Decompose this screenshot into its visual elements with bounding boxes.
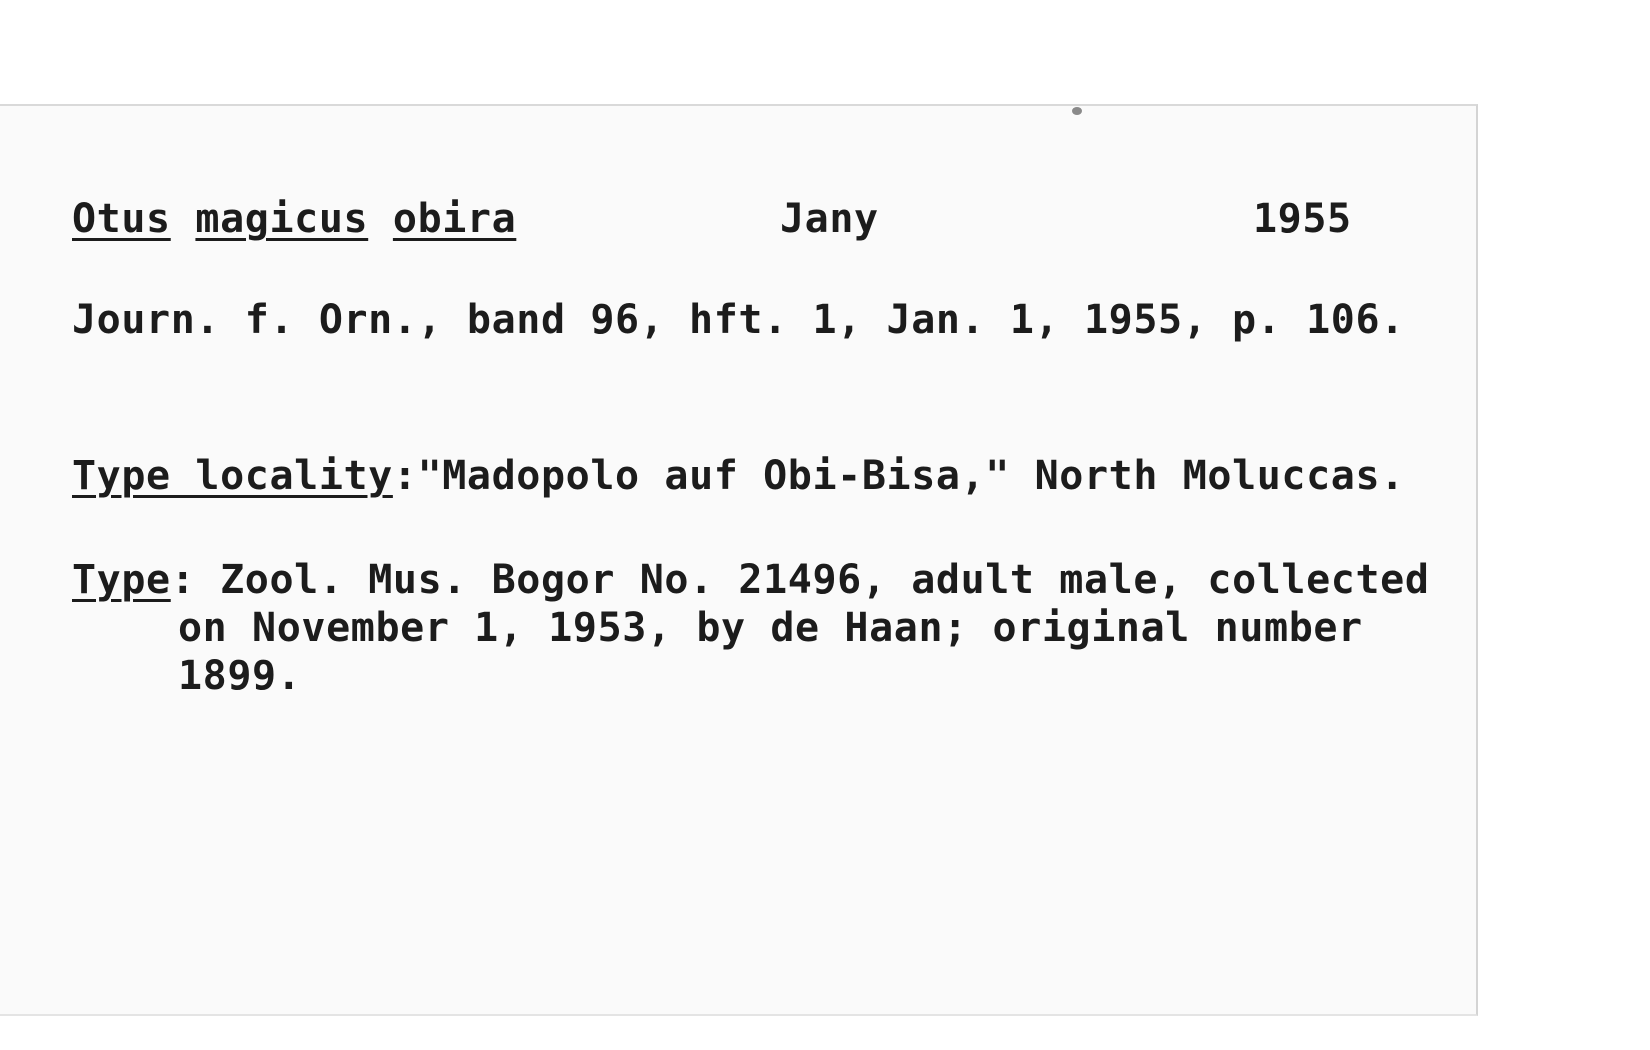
type-text-1: Zool. Mus. Bogor No. 21496, adult male, collected [220, 557, 1430, 603]
year: 1955 [1253, 196, 1352, 242]
type-line-2: on November 1, 1953, by de Haan; original number [178, 605, 1363, 651]
type-line-1 [72, 556, 1430, 604]
type-line-3: 1899. [178, 653, 302, 699]
species-name: magicus [195, 196, 369, 242]
type-locality-line [72, 452, 1405, 500]
type-locality-separator: : [392, 453, 418, 499]
type-locality-value: "Madopolo auf Obi-Bisa," North Moluccas. [417, 453, 1405, 499]
citation: Journ. f. Orn., band 96, hft. 1, Jan. 1, 1955, p. 106. [72, 297, 1405, 343]
author-name: Jany [780, 196, 879, 242]
taxon-name [72, 195, 516, 243]
genus-name: Otus [72, 196, 171, 242]
type-separator: : [170, 557, 221, 603]
type-label: Type [72, 557, 171, 603]
type-locality-label: Type locality [72, 453, 393, 499]
ink-speck [1072, 107, 1082, 115]
subspecies-name: obira [392, 196, 517, 242]
